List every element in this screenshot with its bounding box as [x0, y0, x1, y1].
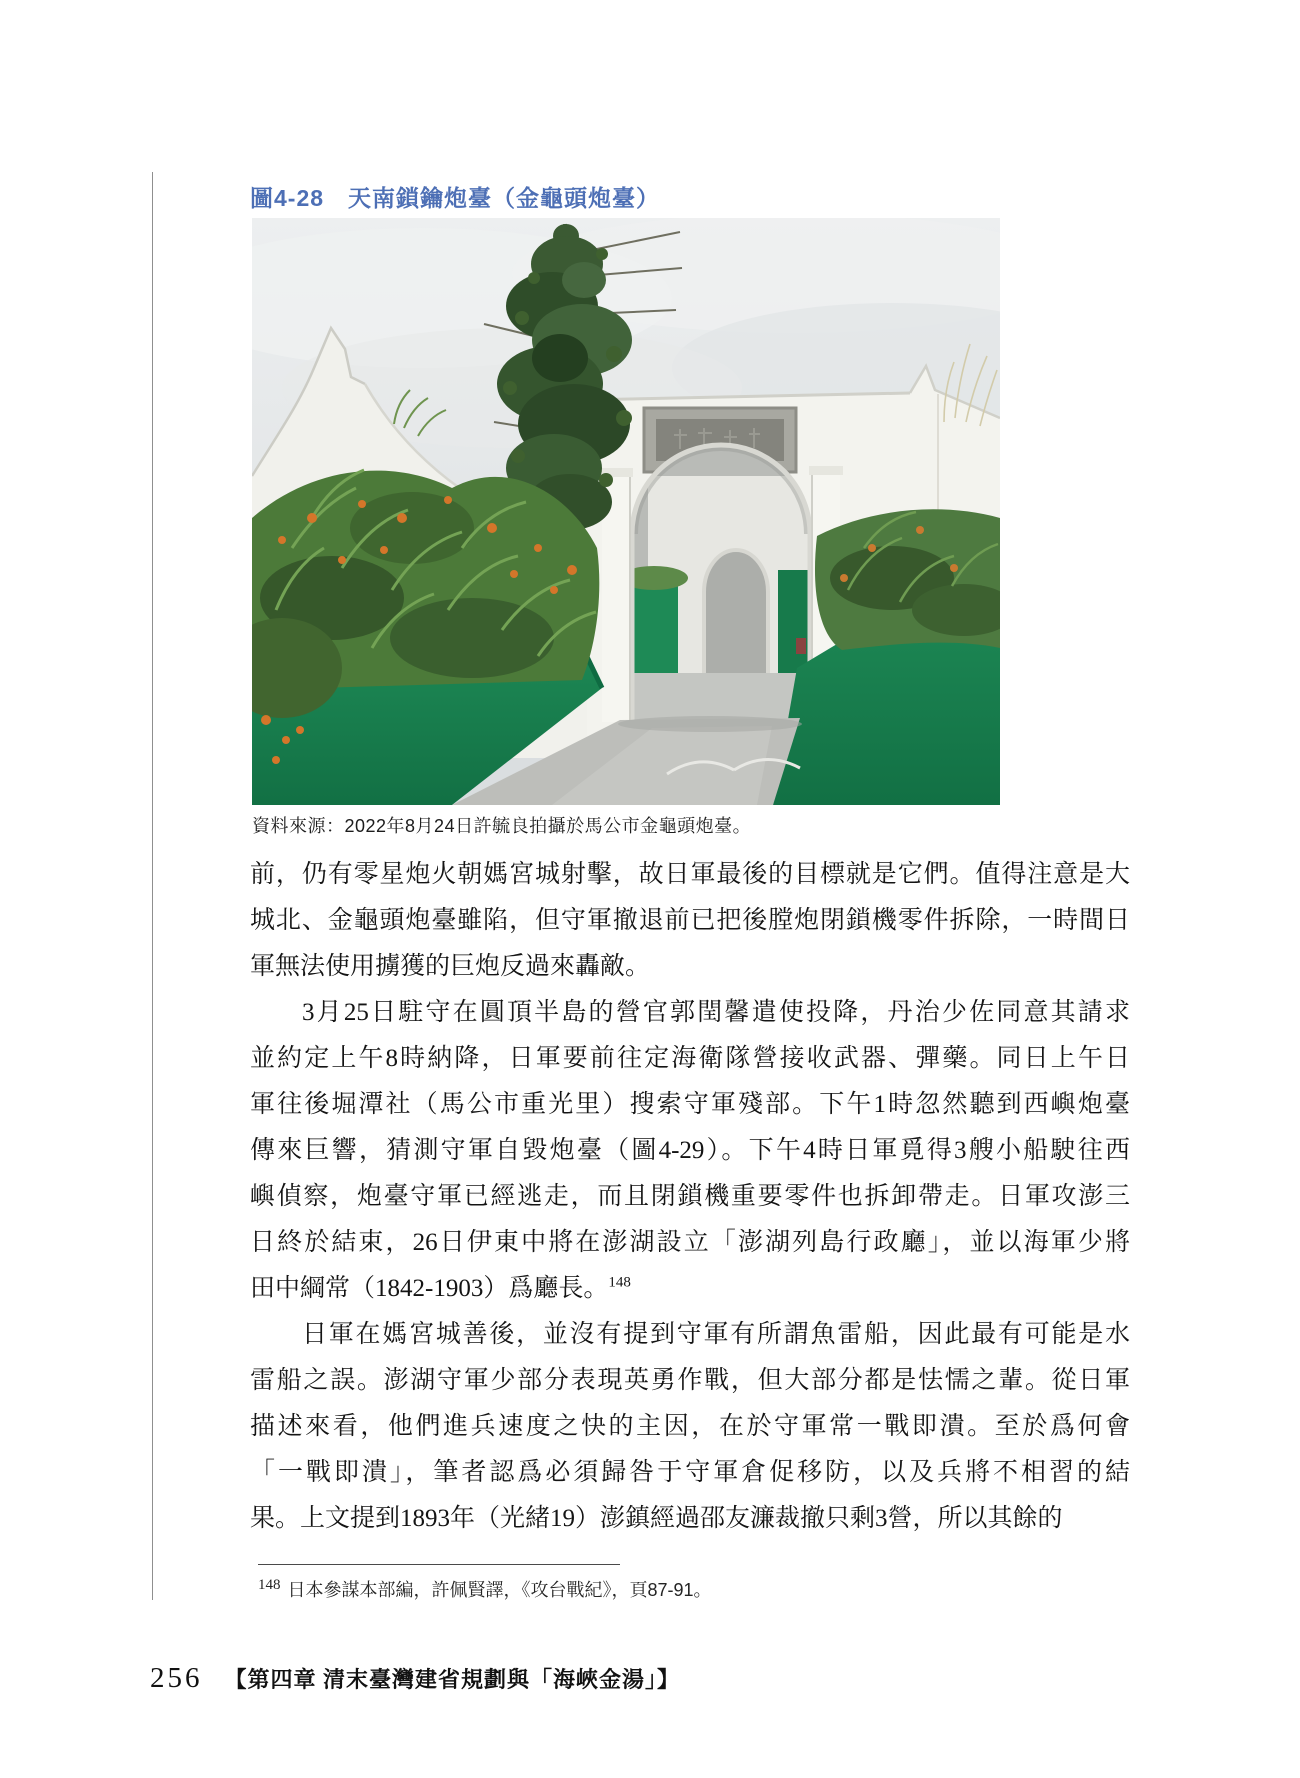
body-text-line: 田中綱常（1842-1903）爲廳長。$^{148}$ — [250, 1274, 631, 1302]
footnote-text: 日本參謀本部編，許佩賢譯，《攻台戰紀》，頁87-91。 — [287, 1580, 712, 1600]
body-text-line: 軍往後堀潭社（馬公市重光里）搜索守軍殘部。下午1時忽然聽到西嶼炮臺 — [250, 1091, 1130, 1118]
paragraph — [250, 990, 1130, 1312]
body-text-line: 城北、金龜頭炮臺雖陷，但守軍撤退前已把後膛炮閉鎖機零件拆除，一時間日 — [250, 907, 1130, 934]
body-text-line: 3月25日駐守在圓頂半島的營官郭閏馨遣使投降，丹治少佐同意其請求 — [302, 999, 1130, 1026]
footnote — [258, 1576, 712, 1602]
figure-caption: 圖4-28 天南鎖鑰炮臺（金龜頭炮臺） — [250, 185, 661, 211]
body-text-line: 傳來巨響，猜測守軍自毀炮臺（圖4-29）。下午4時日軍覓得3艘小船駛往西 — [250, 1137, 1130, 1164]
footnote-rule — [258, 1564, 620, 1565]
body-text-line: 軍無法使用擄獲的巨炮反過來轟敵。 — [250, 953, 651, 980]
footnote-ref: 148 — [608, 1274, 631, 1291]
body-text-line: 日終於結束，26日伊東中將在澎湖設立「澎湖列島行政廳」，並以海軍少將 — [250, 1229, 1130, 1256]
chapter-title: 【第四章 清末臺灣建省規劃與「海峽金湯」】 — [224, 1667, 681, 1692]
body-text-line: 雷船之誤。澎湖守軍少部分表現英勇作戰，但大部分都是怯懦之輩。從日軍 — [250, 1367, 1130, 1394]
footnote-number: 148 — [258, 1577, 281, 1593]
page-footer — [150, 1662, 680, 1695]
fort-gate-photo-svg — [252, 218, 1000, 805]
paragraph — [250, 852, 1130, 990]
body-text-line: 「一戰即潰」，筆者認爲必須歸咎于守軍倉促移防，以及兵將不相習的結 — [250, 1459, 1130, 1486]
page-number: 256 — [150, 1662, 203, 1694]
photo-right-plants — [815, 509, 1000, 650]
body-text-line: 果。上文提到1893年（光緒19）澎鎮經過邵友濂裁撤只剩3營，所以其餘的 — [250, 1505, 1063, 1532]
body-text-line: 描述來看，他們進兵速度之快的主因，在於守軍常一戰即潰。至於爲何會 — [250, 1413, 1130, 1440]
body-text-line: 並約定上午8時納降，日軍要前往定海衛隊營接收武器、彈藥。同日上午日 — [250, 1045, 1130, 1072]
body-text — [250, 852, 1130, 1542]
figure-source: 資料來源：2022年8月24日許毓良拍攝於馬公市金龜頭炮臺。 — [252, 816, 752, 836]
figure-photo — [252, 218, 1000, 805]
left-margin-rule — [152, 172, 153, 1600]
body-text-line: 日軍在媽宮城善後，並沒有提到守軍有所謂魚雷船，因此最有可能是水 — [302, 1321, 1130, 1348]
body-text-line: 嶼偵察，炮臺守軍已經逃走，而且閉鎖機重要零件也拆卸帶走。日軍攻澎三 — [250, 1183, 1130, 1210]
body-text-line: 前，仍有零星炮火朝媽宮城射擊，故日軍最後的目標就是它們。值得注意是大 — [250, 861, 1130, 888]
paragraph — [250, 1312, 1130, 1542]
